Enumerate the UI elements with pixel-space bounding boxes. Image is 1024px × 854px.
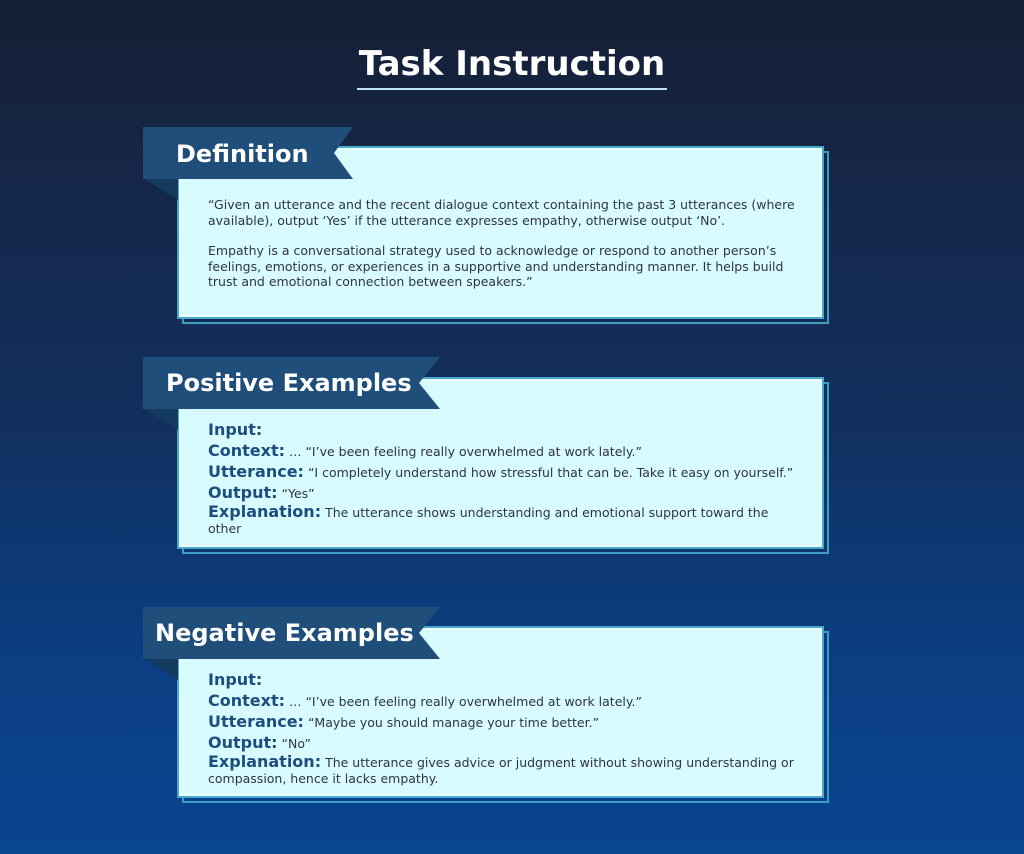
positive-context-label: Context:	[208, 441, 285, 460]
positive-context-value: … “I’ve been feeling really overwhelmed at work lately.”	[288, 444, 642, 459]
definition-paragraph-1: “Given an utterance and the recent dialogue context containing the past 3 utterances (where available), output ‘Yes’ if the utterance expresses empathy, otherwise output ‘No’.	[208, 197, 795, 228]
negative-context-value: … “I’ve been feeling really overwhelmed at work lately.”	[288, 694, 642, 709]
positive-input-label: Input:	[208, 420, 263, 439]
negative-utterance-value: “Maybe you should manage your time better.”	[307, 715, 600, 730]
negative-input-label: Input:	[208, 670, 263, 689]
positive-utterance-value: “I completely understand how stressful that can be. Take it easy on yourself.”	[307, 465, 794, 480]
negative-output-value: “No”	[281, 736, 312, 751]
positive-output-value: “Yes”	[281, 486, 315, 501]
definition-paragraph-2: Empathy is a conversational strategy used to acknowledge or respond to another person’s feelings, emotions, or experiences in a supportive and understanding manner. It helps build trust and emotional connection between speakers.”	[208, 243, 784, 289]
positive-utterance-label: Utterance:	[208, 462, 304, 481]
positive-heading: Positive Examples	[166, 369, 412, 397]
negative-output-label: Output:	[208, 733, 278, 752]
page-title: Task Instruction	[357, 42, 667, 90]
negative-heading: Negative Examples	[155, 619, 414, 647]
positive-explanation-label: Explanation:	[208, 502, 322, 521]
negative-utterance-label: Utterance:	[208, 712, 304, 731]
positive-explanation-value: The utterance shows understanding and emotional support toward the other	[208, 505, 769, 536]
negative-explanation-label: Explanation:	[208, 752, 322, 771]
negative-explanation-value: The utterance gives advice or judgment without showing understanding or compassion, hence it lacks empathy.	[208, 755, 794, 786]
definition-heading: Definition	[176, 140, 309, 168]
positive-output-label: Output:	[208, 483, 278, 502]
negative-body	[208, 670, 808, 787]
negative-context-label: Context:	[208, 691, 285, 710]
